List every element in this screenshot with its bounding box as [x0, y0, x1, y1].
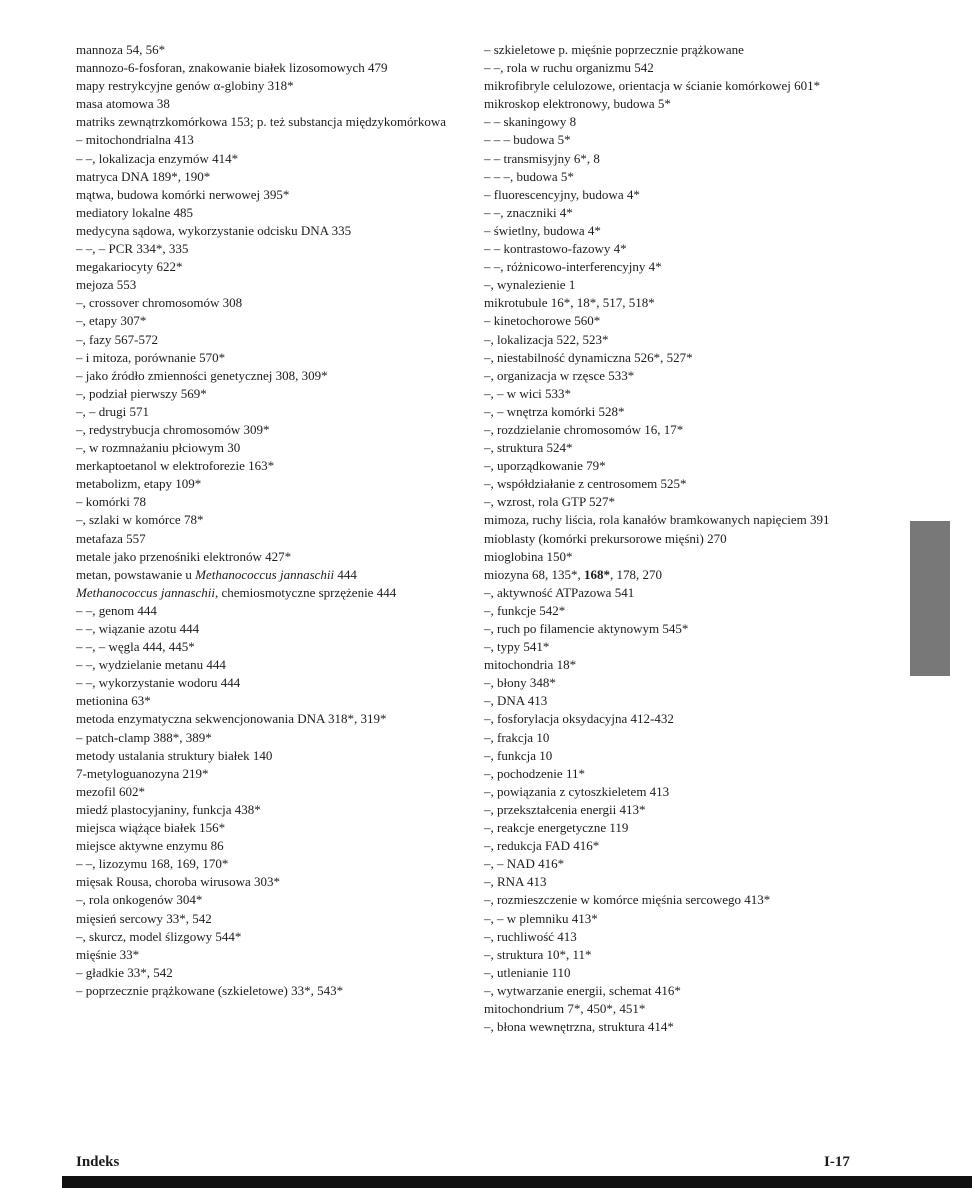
index-entry: –, struktura 524* — [484, 440, 573, 456]
index-column-left — [76, 41, 464, 1000]
index-entry: – patch-clamp 388*, 389* — [76, 729, 212, 745]
index-entry: – –, wykorzystanie wodoru 444 — [76, 675, 241, 691]
entry-italic-term: Methanococcus jannaschii — [76, 584, 215, 600]
entry-text: , 178, 270 — [610, 566, 663, 582]
index-entry: – – kontrastowo-fazowy 4* — [484, 241, 627, 257]
index-entry: –, skurcz, model ślizgowy 544* — [76, 928, 242, 944]
section-thumb-tab — [910, 521, 950, 676]
index-entry: –, błona wewnętrzna, struktura 414* — [484, 1019, 674, 1035]
index-entry: –, ruchliwość 413 — [484, 928, 577, 944]
index-entry: –, redystrybucja chromosomów 309* — [76, 421, 270, 437]
index-entry: –, funkcja 10 — [484, 747, 553, 763]
index-entry: mikroskop elektronowy, budowa 5* — [484, 96, 671, 112]
index-entry: – –, genom 444 — [76, 602, 157, 618]
index-entry: mątwa, budowa komórki nerwowej 395* — [76, 186, 290, 202]
index-entry — [76, 584, 464, 602]
index-entry: – –, wydzielanie metanu 444 — [76, 657, 226, 673]
index-entry: –, crossover chromosomów 308 — [76, 295, 243, 311]
index-entry: – kinetochorowe 560* — [484, 313, 601, 329]
index-entry: –, typy 541* — [484, 639, 550, 655]
index-entry: metale jako przenośniki elektronów 427* — [76, 548, 292, 564]
index-entry — [484, 566, 876, 584]
index-entry: – – transmisyjny 6*, 8 — [484, 150, 600, 166]
index-entry: –, wynalezienie 1 — [484, 277, 576, 293]
index-entry: mannoza 54, 56* — [76, 42, 166, 57]
index-entry: –, rola onkogenów 304* — [76, 892, 203, 908]
index-entry: mapy restrykcyjne genów α-globiny 318* — [76, 78, 294, 94]
index-entry: –, RNA 413 — [484, 874, 547, 890]
index-entry: miejsce aktywne enzymu 86 — [76, 838, 224, 854]
index-entry: mioglobina 150* — [484, 548, 573, 564]
index-entry: megakariocyty 622* — [76, 259, 183, 275]
index-entry: –, frakcja 10 — [484, 729, 550, 745]
index-entry: metody ustalania struktury białek 140 — [76, 747, 273, 763]
index-entry: – gładkie 33*, 542 — [76, 964, 173, 980]
page-number: I-17 — [824, 1154, 850, 1170]
index-entry: –, ruch po filamencie aktynowym 545* — [484, 621, 689, 636]
index-entry: mioblasty (komórki prekursorowe mięśni) 270 — [484, 530, 727, 546]
index-entry: – i mitoza, porównanie 570* — [76, 349, 226, 365]
index-entry: mięsak Rousa, choroba wirusowa 303* — [76, 874, 280, 890]
index-entry: –, redukcja FAD 416* — [484, 838, 600, 854]
index-entry: –, wzrost, rola GTP 527* — [484, 494, 615, 510]
index-entry: –, fosforylacja oksydacyjna 412-432 — [484, 711, 674, 727]
index-entry: –, – NAD 416* — [484, 856, 565, 872]
index-entry: metafaza 557 — [76, 530, 146, 546]
index-entry: – – – budowa 5* — [484, 132, 571, 148]
index-entry — [76, 566, 464, 584]
index-entry: –, lokalizacja 522, 523* — [484, 331, 609, 347]
index-entry: –, w rozmnażaniu płciowym 30 — [76, 440, 241, 456]
index-entry: merkaptoetanol w elektroforezie 163* — [76, 458, 275, 474]
index-entry: – – –, budowa 5* — [484, 168, 574, 184]
index-entry: metionina 63* — [76, 693, 151, 709]
index-column-right — [484, 41, 876, 1036]
index-entry: –, pochodzenie 11* — [484, 765, 585, 781]
index-entry: mitochondria 18* — [484, 657, 577, 673]
index-entry: mięśnie 33* — [76, 946, 140, 962]
index-entry: –, powiązania z cytoszkieletem 413 — [484, 783, 670, 799]
index-entry: – –, – PCR 334*, 335 — [76, 241, 189, 257]
index-entry: –, wytwarzanie energii, schemat 416* — [484, 982, 681, 998]
entry-italic-term: Methanococcus jannaschii — [195, 566, 335, 582]
index-entry: mitochondrium 7*, 450*, 451* — [484, 1000, 646, 1016]
index-entry: –, – drugi 571 — [76, 403, 149, 419]
scan-edge-band — [62, 1176, 972, 1188]
index-entry: –, podział pierwszy 569* — [76, 385, 207, 401]
index-entry: –, – wnętrza komórki 528* — [484, 403, 625, 419]
index-entry: – jako źródło zmienności genetycznej 308, 309* — [76, 367, 328, 383]
index-entry: – –, znaczniki 4* — [484, 204, 573, 220]
index-entry: – świetlny, budowa 4* — [484, 222, 601, 238]
index-entry: 7-metyloguanozyna 219* — [76, 765, 209, 781]
index-entry: mięsień sercowy 33*, 542 — [76, 910, 212, 926]
index-entry: mannozo-6-fosforan, znakowanie białek lizosomowych 479 — [76, 60, 388, 76]
index-entry: mejoza 553 — [76, 277, 137, 293]
entry-text: , chemiosmotyczne sprzężenie 444 — [215, 584, 397, 600]
index-entry: – szkieletowe p. mięśnie poprzecznie prążkowane — [484, 42, 744, 57]
index-entry: –, struktura 10*, 11* — [484, 946, 592, 962]
index-entry: – – skaningowy 8 — [484, 114, 577, 130]
index-entry: –, współdziałanie z centrosomem 525* — [484, 476, 687, 492]
index-entry: –, fazy 567-572 — [76, 331, 158, 347]
index-entry: mimoza, ruchy liścia, rola kanałów bramkowanych napięciem 391 — [484, 512, 830, 528]
index-entry: –, – w wici 533* — [484, 385, 572, 401]
index-entry: – komórki 78 — [76, 494, 147, 510]
index-entry: – –, wiązanie azotu 444 — [76, 621, 200, 636]
index-entry: masa atomowa 38 — [76, 96, 170, 112]
entry-text: 444 — [334, 566, 357, 582]
index-entry: –, aktywność ATPazowa 541 — [484, 584, 635, 600]
index-entry: –, utlenianie 110 — [484, 964, 571, 980]
index-entry: medycyna sądowa, wykorzystanie odcisku DNA 335 — [76, 222, 352, 238]
index-entry: –, błony 348* — [484, 675, 556, 691]
index-entry: – –, różnicowo-interferencyjny 4* — [484, 259, 662, 275]
index-entry: –, niestabilność dynamiczna 526*, 527* — [484, 349, 693, 365]
index-entry: mikrofibryle celulozowe, orientacja w ścianie komórkowej 601* — [484, 78, 821, 94]
index-entry: – –, – węgla 444, 445* — [76, 639, 195, 655]
index-entry: miejsca wiążące białek 156* — [76, 820, 226, 836]
entry-text: miozyna 68, 135*, — [484, 566, 585, 582]
index-entry: –, rozmieszczenie w komórce mięśnia sercowego 413* — [484, 892, 771, 908]
index-entry: –, DNA 413 — [484, 693, 548, 709]
index-entry: – mitochondrialna 413 — [76, 132, 194, 148]
index-entry: metoda enzymatyczna sekwencjonowania DNA 318*, 319* — [76, 711, 387, 727]
index-entry: – –, lokalizacja enzymów 414* — [76, 150, 239, 166]
index-entry: – poprzecznie prążkowane (szkieletowe) 33*, 543* — [76, 982, 344, 998]
index-entry: mediatory lokalne 485 — [76, 204, 193, 220]
index-entry: mikrotubule 16*, 18*, 517, 518* — [484, 295, 655, 311]
index-entry: miedź plastocyjaniny, funkcja 438* — [76, 801, 261, 817]
index-entry: –, uporządkowanie 79* — [484, 458, 606, 474]
index-entry: –, funkcje 542* — [484, 602, 566, 618]
index-entry: –, rozdzielanie chromosomów 16, 17* — [484, 421, 684, 437]
index-entry: –, organizacja w rzęsce 533* — [484, 367, 635, 383]
entry-text: metan, powstawanie u — [76, 566, 196, 582]
entry-bold-page: 168* — [584, 566, 611, 582]
index-entry: metabolizm, etapy 109* — [76, 476, 202, 492]
index-entry: – fluorescencyjny, budowa 4* — [484, 186, 640, 202]
index-entry: –, przekształcenia energii 413* — [484, 801, 646, 817]
index-entry: – –, lizozymu 168, 169, 170* — [76, 856, 229, 872]
index-entry: –, etapy 307* — [76, 313, 147, 329]
index-entry: matryca DNA 189*, 190* — [76, 168, 211, 184]
index-entry: – –, rola w ruchu organizmu 542 — [484, 60, 654, 76]
index-entry: –, reakcje energetyczne 119 — [484, 820, 629, 836]
index-entry: matriks zewnątrzkomórkowa 153; p. też substancja międzykomórkowa — [76, 114, 447, 130]
footer-section-title: Indeks — [76, 1154, 120, 1170]
index-entry: mezofil 602* — [76, 783, 145, 799]
index-entry: –, szlaki w komórce 78* — [76, 512, 204, 528]
index-entry: –, – w plemniku 413* — [484, 910, 598, 926]
